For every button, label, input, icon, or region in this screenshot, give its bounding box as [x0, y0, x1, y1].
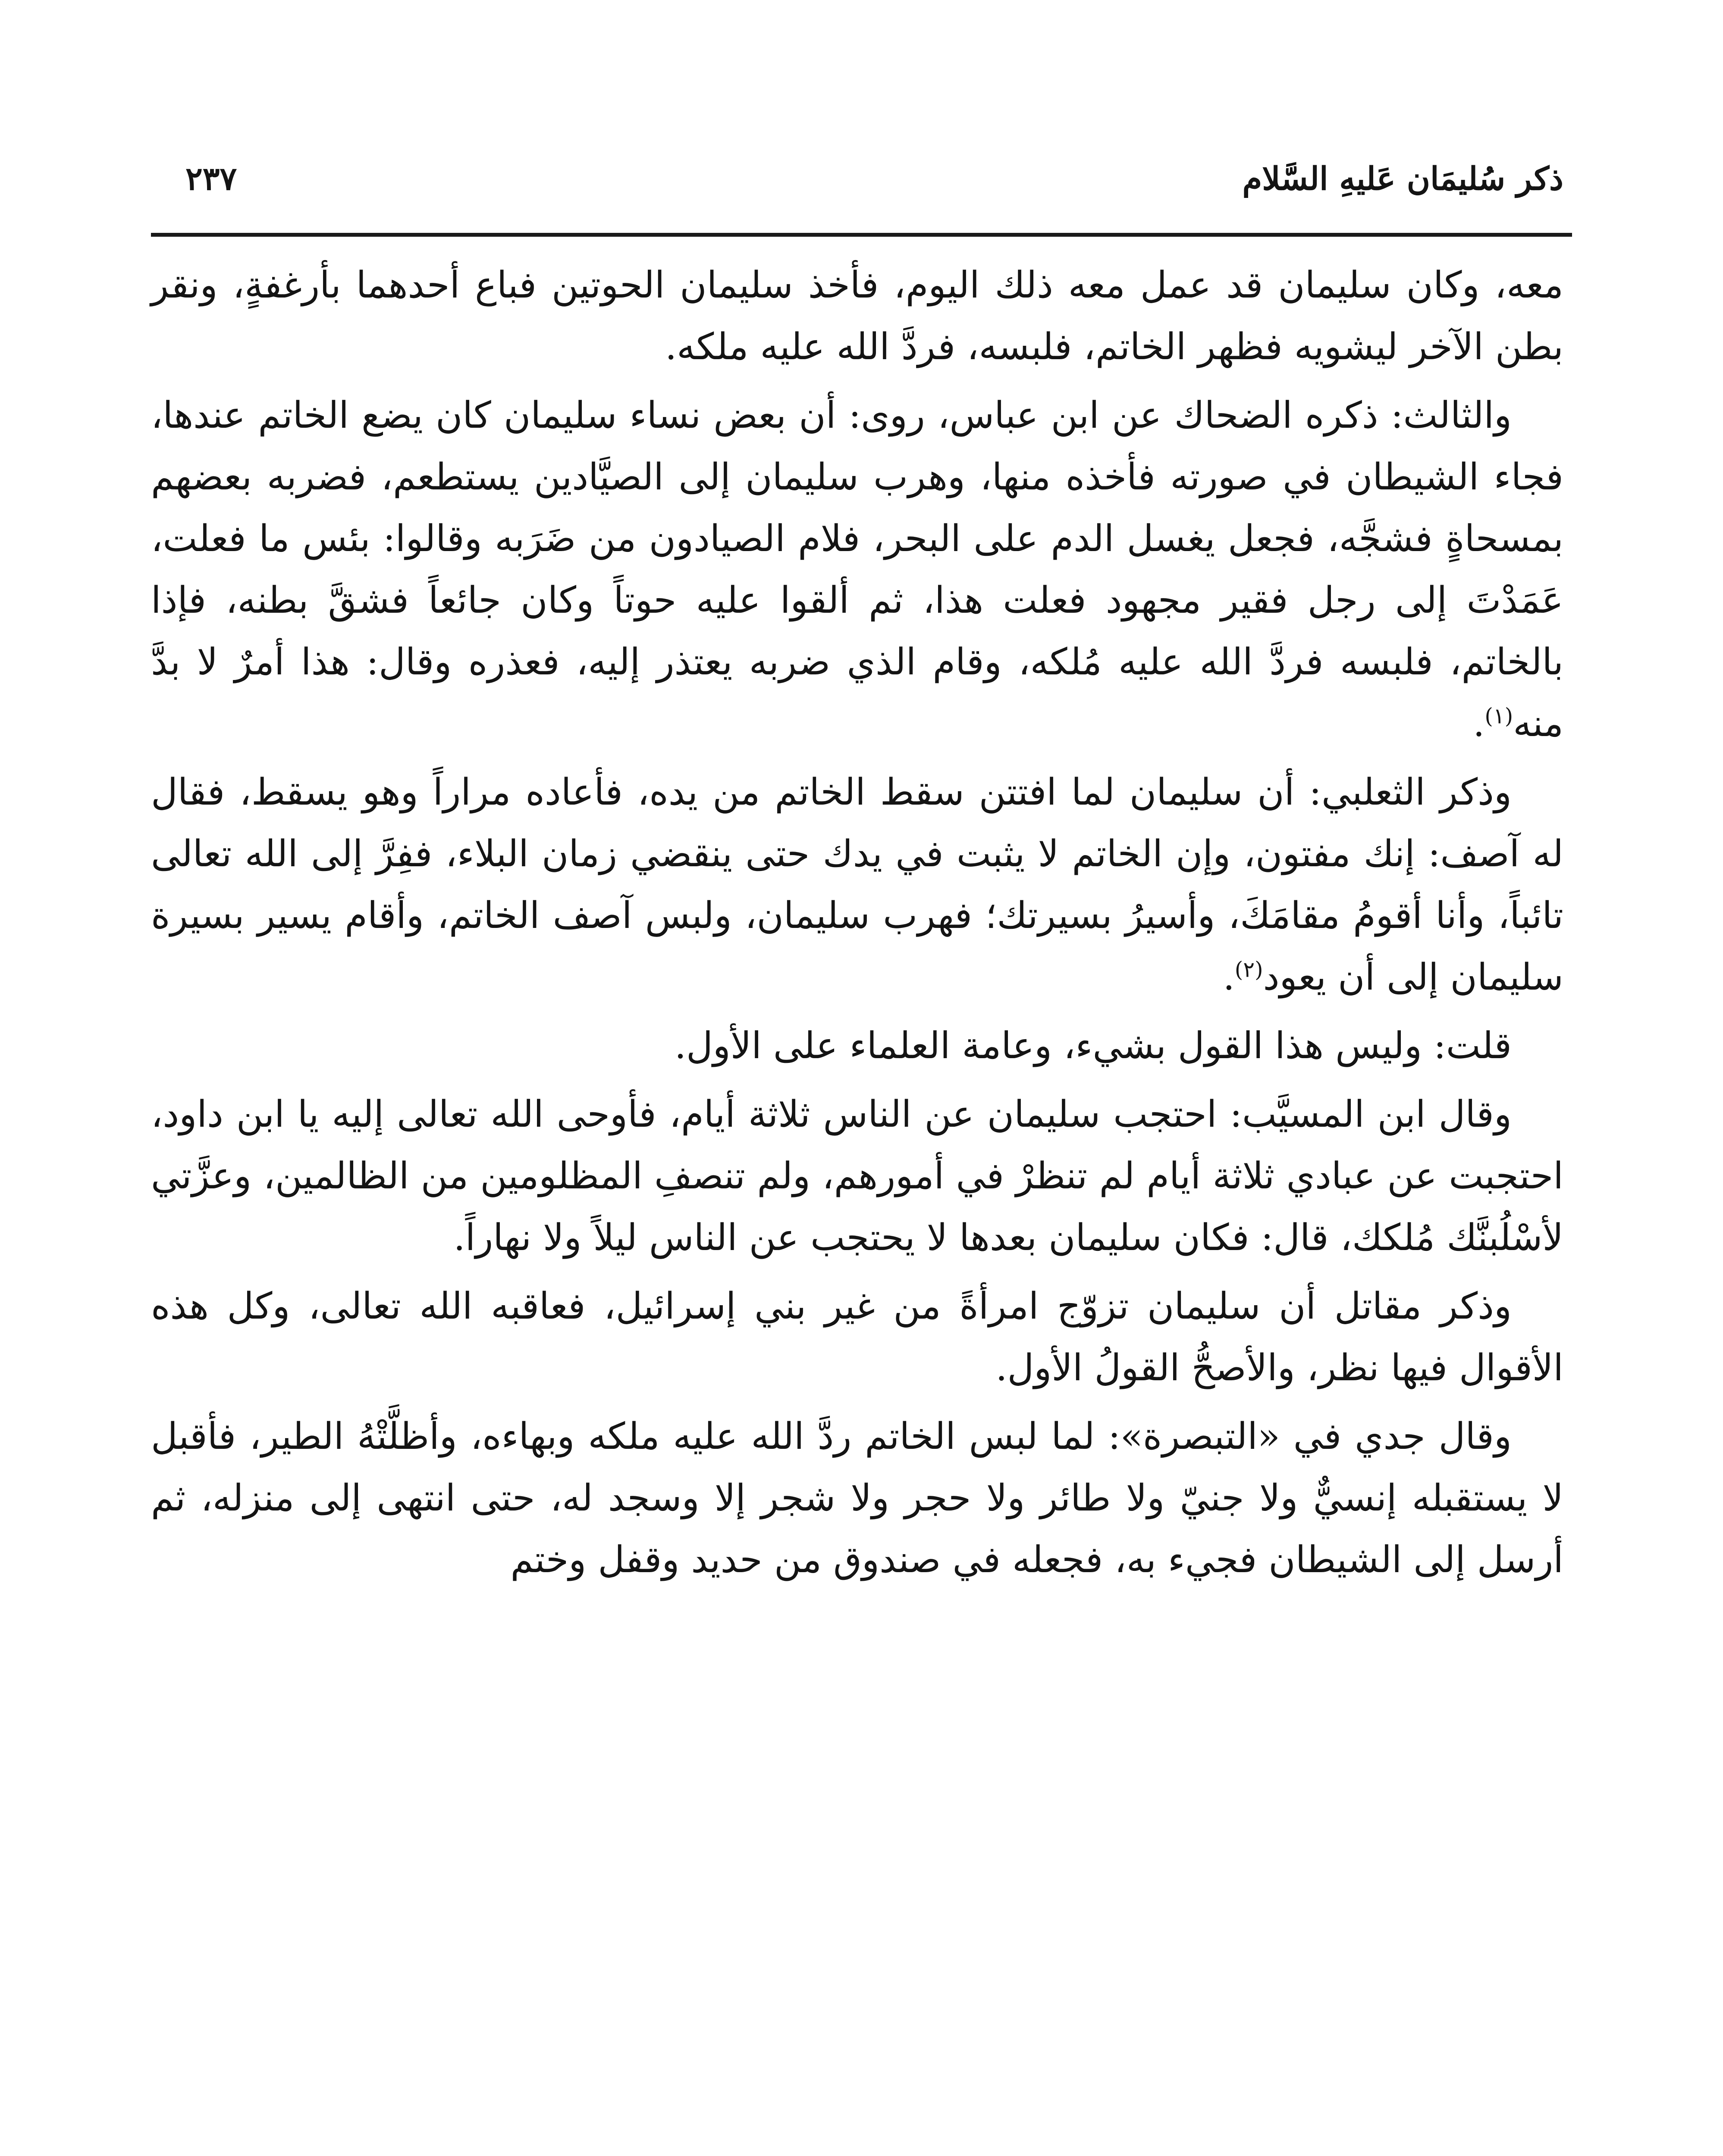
main-text — [151, 254, 1563, 1598]
paragraph: وذكر الثعلبي: أن سليمان لما افتتن سقط الخاتم من يده، فأعاده مراراً وهو يسقط، فقال له آصف: إنك مفتون، وإن الخاتم لا يثبت في يدك حتى ينقضي زمان البلاء، ففِرَّ إلى الله تعالى تائباً، وأنا أقومُ مقامَكَ، وأسيرُ بسيرتك؛ فهرب سليمان، ولبس آصف الخاتم، وأقام يسير بسيرة سليمان إلى أن يعود$^{(٢)}$. — [151, 771, 1563, 999]
paragraph: والثالث: ذكره الضحاك عن ابن عباس، روى: أن بعض نساء سليمان كان يضع الخاتم عندها، فجاء الشيطان في صورته فأخذه منها، وهرب سليمان إلى الصيَّادين يستطعم، فضربه بعضهم بمسحاةٍ فشجَّه، فجعل يغسل الدم على البحر، فلام الصيادون من ضَرَبه وقالوا: بئس ما فعلت، عَمَدْتَ إلى رجل فقير مجهود فعلت هذا، ثم ألقوا عليه حوتاً وكان جائعاً فشقَّ بطنه، فإذا بالخاتم، فلبسه فردَّ الله عليه مُلكه، وقام الذي ضربه يعتذر إليه، فعذره وقال: هذا أمرٌ لا بدَّ منه$^{(١)}$. — [151, 394, 1563, 745]
paragraph — [151, 1275, 1563, 1399]
footnote-reference: (١) — [1484, 703, 1513, 729]
paragraph-text: وقال ابن المسيَّب: احتجب سليمان عن الناس ثلاثة أيام، فأوحى الله تعالى إليه يا ابن داود، احتجبت عن عبادي ثلاثة أيام لم تنظرْ في أمورهم، ولم تنصفِ المظلومين من الظالمين، وعزَّتي لأسْلُبنَّك مُلكك، قال: فكان سليمان بعدها لا يحتجب عن الناس ليلاً ولا نهاراً. — [151, 1093, 1563, 1259]
paragraph — [151, 254, 1563, 378]
paragraph-text: معه، وكان سليمان قد عمل معه ذلك اليوم، فأخذ سليمان الحوتين فباع أحدهما بأرغفةٍ، ونقر بطن الآخر ليشويه فظهر الخاتم، فلبسه، فردَّ الله عليه ملكه. — [151, 264, 1563, 368]
footnote-reference: (٢) — [1234, 957, 1263, 982]
paragraph-text: وذكر مقاتل أن سليمان تزوّج امرأةً من غير بني إسرائيل، فعاقبه الله تعالى، وكل هذه الأقوال فيها نظر، والأصحُّ القولُ الأول. — [151, 1285, 1563, 1389]
page-header — [160, 151, 1563, 216]
paragraph-text: قلت: وليس هذا القول بشيء، وعامة العلماء على الأول. — [674, 1025, 1512, 1067]
paragraph — [151, 1406, 1563, 1591]
running-title: ذكر سُليمَان عَليهِ السَّلام — [1242, 160, 1563, 197]
header-divider — [151, 233, 1572, 237]
page-number: ٢٣٧ — [185, 160, 237, 197]
paragraph — [151, 1084, 1563, 1269]
paragraph — [151, 1015, 1563, 1077]
paragraph-text: وذكر الثعلبي: أن سليمان لما افتتن سقط الخاتم من يده، فأعاده مراراً وهو يسقط، فقال له آصف: إنك مفتون، وإن الخاتم لا يثبت في يدك حتى ينقضي زمان البلاء، ففِرَّ إلى الله تعالى تائباً، وأنا أقومُ مقامَكَ، وأسيرُ بسيرتك؛ فهرب سليمان، ولبس آصف الخاتم، وأقام يسير بسيرة سليمان إلى أن يعود — [151, 771, 1563, 999]
paragraph-text: وقال جدي في «التبصرة»: لما لبس الخاتم ردَّ الله عليه ملكه وبهاءه، وأظلَّتْهُ الطير، فأقبل لا يستقبله إنسيٌّ ولا جنيّ ولا طائر ولا حجر ولا شجر إلا وسجد له، حتى انتهى إلى منزله، ثم أرسل إلى الشيطان فجيء به، فجعله في صندوق من حديد وقفل وختم — [151, 1415, 1563, 1581]
paragraph-text: والثالث: ذكره الضحاك عن ابن عباس، روى: أن بعض نساء سليمان كان يضع الخاتم عندها، فجاء الشيطان في صورته فأخذه منها، وهرب سليمان إلى الصيَّادين يستطعم، فضربه بعضهم بمسحاةٍ فشجَّه، فجعل يغسل الدم على البحر، فلام الصيادون من ضَرَبه وقالوا: بئس ما فعلت، عَمَدْتَ إلى رجل فقير مجهود فعلت هذا، ثم ألقوا عليه حوتاً وكان جائعاً فشقَّ بطنه، فإذا بالخاتم، فلبسه فردَّ الله عليه مُلكه، وقام الذي ضربه يعتذر إليه، فعذره وقال: هذا أمرٌ لا بدَّ منه — [151, 394, 1563, 745]
